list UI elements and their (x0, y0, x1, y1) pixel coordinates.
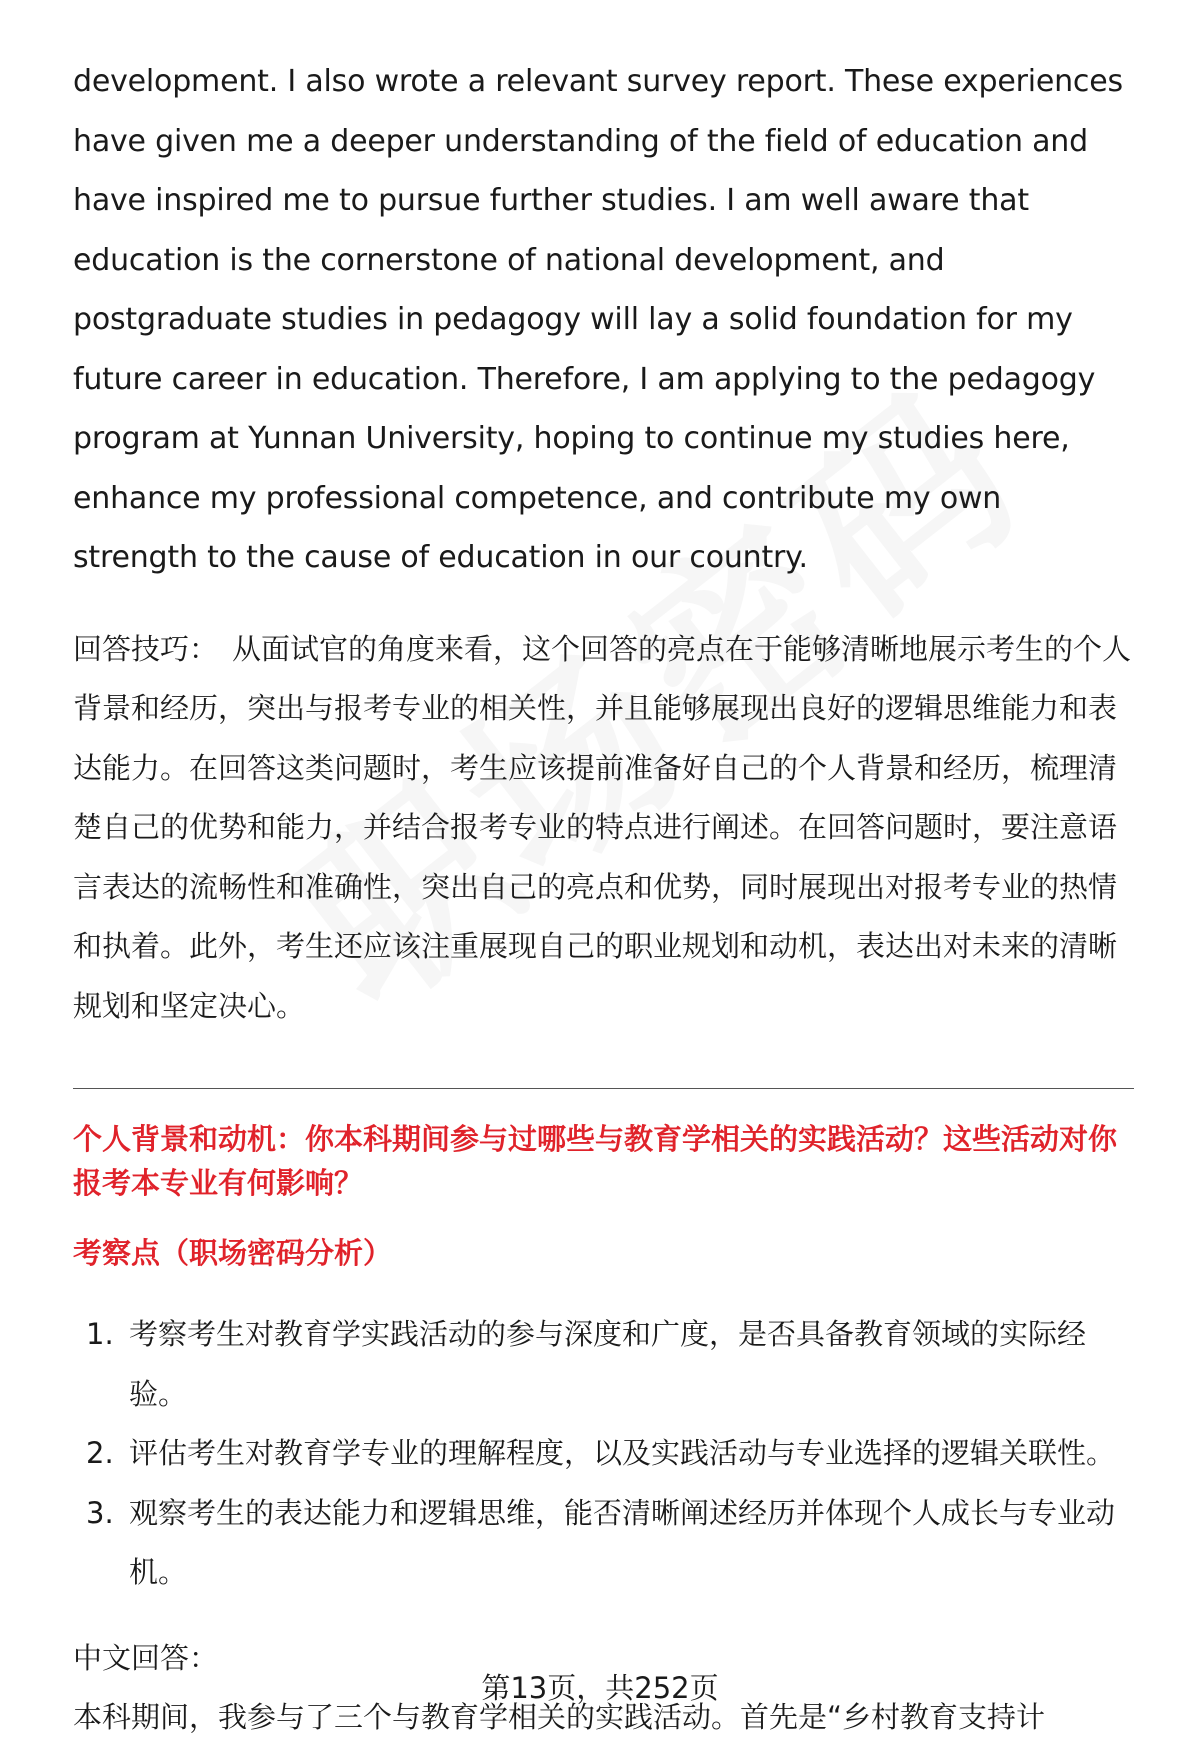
list-item (73, 1424, 1134, 1484)
answer-tips (73, 620, 1134, 1037)
list-item-number: 1. (86, 1317, 114, 1351)
page-content (73, 52, 1134, 1748)
list-item-number: 2. (86, 1436, 114, 1470)
chinese-answer-text: 本科期间，我参与了三个与教育学相关的实践活动。首先是“乡村教育支持计 (73, 1700, 1046, 1734)
tips-label: 回答技巧： (73, 631, 219, 666)
assessment-subheading: 考察点（职场密码分析） (73, 1236, 393, 1270)
list-item-text: 考察考生对教育学实践活动的参与深度和广度，是否具备教育领域的实际经验。 (129, 1317, 1087, 1411)
chinese-answer-label: 中文回答： (73, 1640, 219, 1675)
tips-text: 从面试官的角度来看，这个回答的亮点在于能够清晰地展示考生的个人背景和经历，突出与报考专业的相关性，并且能够展现出良好的逻辑思维能力和表达能力。在回答这类问题时，考生应该提前准备好自己的个人背景和经历，梳理清楚自己的优势和能力，并结合报考专业的特点进行阐述。在回答问题时，要注意语言表达的流畅性和准确性，突出自己的亮点和优势，同时展现出对报考专业的热情和执着。此外，考生还应该注重展现自己的职业规划和动机，表达出对未来的清晰规划和坚定决心。 (73, 631, 1132, 1023)
list-item-text: 观察考生的表达能力和逻辑思维，能否清晰阐述经历并体现个人成长与专业动机。 (129, 1495, 1116, 1589)
question-heading: 个人背景和动机：你本科期间参与过哪些与教育学相关的实践活动？这些活动对你报考本专业有何影响？ (73, 1122, 1118, 1200)
section-divider (73, 1088, 1134, 1089)
list-item (73, 1305, 1134, 1424)
list-item-number: 3. (86, 1495, 114, 1530)
list-item (73, 1484, 1134, 1603)
english-answer-paragraph: development. I also wrote a relevant survey report. These experiences have given me a deeper understanding of the field of education and have inspired me to pursue further studies. I am well aware that education is the cornerstone of national development, and postgraduate studies in pedagogy will lay a solid foundation for my future career in education. Therefore, I am applying to the pedagogy program at Yunnan University, hoping to continue my studies here, enhance my professional competence, and contribute my own strength to the cause of education in our country. (73, 64, 1123, 575)
list-item-text: 评估考生对教育学专业的理解程度，以及实践活动与专业选择的逻辑关联性。 (129, 1436, 1116, 1470)
page-number-footer: 第13页，共252页 (481, 1671, 719, 1705)
assessment-points-list (73, 1305, 1134, 1603)
